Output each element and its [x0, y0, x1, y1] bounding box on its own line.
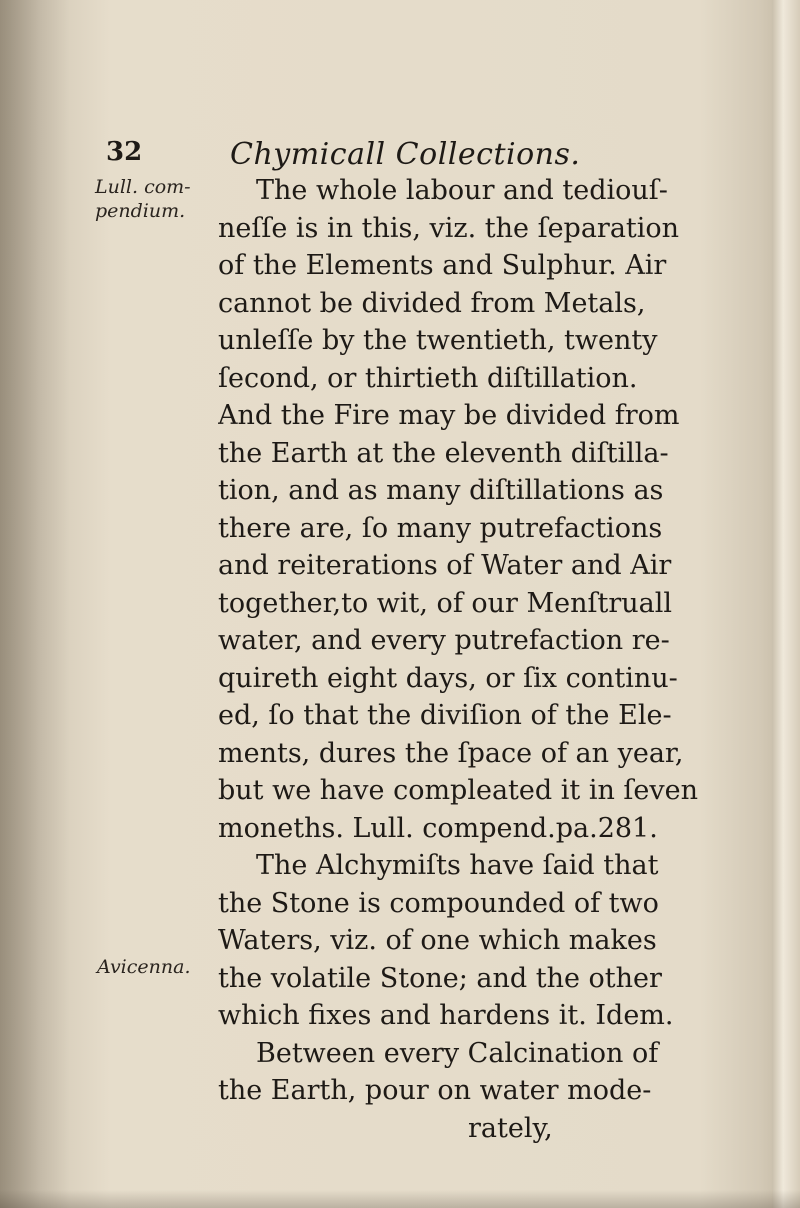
margin-note-lull: [95, 175, 205, 223]
text-line: there are, ſo many putrefactions: [218, 512, 663, 544]
text-line: moneths. Lull. compend.pa.281.: [218, 812, 658, 844]
margin-note-line: Avicenna.: [97, 956, 191, 978]
page-number: 32: [106, 137, 143, 167]
facing-page-edge: [772, 0, 800, 1208]
text-line: quireth eight days, or ſix continu-: [218, 662, 678, 694]
text-line: tion, and as many diſtillations as: [218, 475, 664, 506]
text-line: And the Fire may be divided from: [218, 400, 680, 431]
text-line: ments, dures the ſpace of an year,: [218, 737, 684, 769]
margin-note-line: Lull. com-: [95, 176, 191, 198]
text-line: water, and every putrefaction re-: [218, 625, 670, 656]
text-line: and reiterations of Water and Air: [218, 550, 672, 581]
text-line: the Earth at the eleventh diſtilla-: [218, 437, 669, 469]
text-line: the Earth, pour on water mode-: [218, 1075, 652, 1106]
page-bottom-shadow: [0, 1190, 800, 1208]
text-line: neſſe is in this, viz. the ſeparation: [218, 212, 680, 244]
text-line: ſecond, or thirtieth diſtillation.: [218, 362, 638, 394]
text-line: the Stone is compounded of two: [218, 887, 659, 919]
margin-note-avicenna: [97, 955, 207, 979]
text-line: which fixes and hardens it. Idem.: [218, 1000, 674, 1031]
body-text: [218, 172, 770, 1147]
text-line: Waters, viz. of one which makes: [218, 925, 657, 956]
text-line: but we have compleated it in ſeven: [218, 775, 699, 806]
text-line: The whole labour and tediouſ-: [256, 175, 668, 206]
text-line: The Alchymiſts have ſaid that: [256, 850, 659, 881]
gutter-shadow: [0, 0, 70, 1208]
text-line: ed, ſo that the diviſion of the Ele-: [218, 700, 672, 731]
margin-note-line: pendium.: [95, 200, 186, 222]
text-line: unleſſe by the twentieth, twenty: [218, 325, 658, 356]
text-line: Between every Calcination of: [256, 1037, 659, 1069]
running-title: Chymicall Collections.: [230, 137, 581, 172]
text-line: rately,: [468, 1112, 553, 1144]
text-line: together,to wit, of our Menſtruall: [218, 587, 673, 619]
text-line: cannot be divided from Metals,: [218, 287, 646, 319]
text-line: of the Elements and Sulphur. Air: [218, 250, 667, 281]
text-line: the volatile Stone; and the other: [218, 962, 662, 994]
